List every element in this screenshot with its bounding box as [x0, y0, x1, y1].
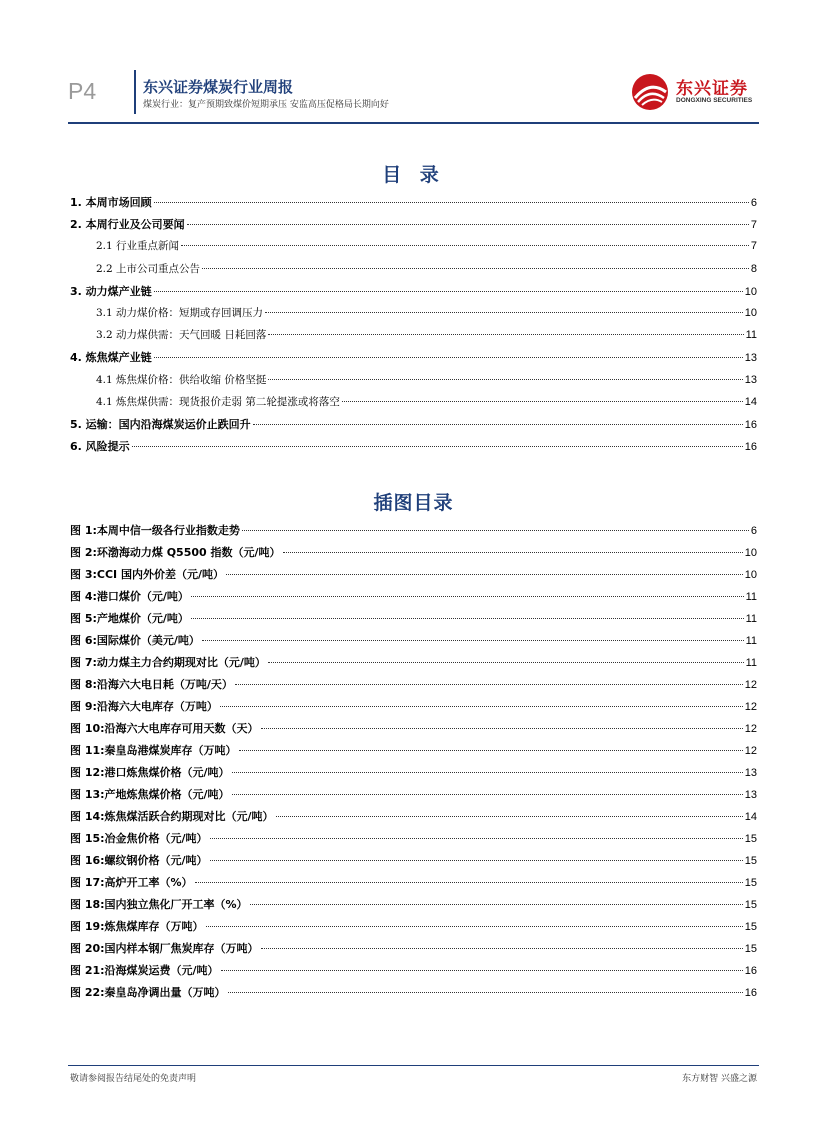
figure-entry-page: 14 — [744, 811, 757, 823]
figure-entry-page: 13 — [744, 789, 757, 801]
dot-leader — [268, 334, 743, 335]
toc-entry-label: 2. 本周行业及公司要闻 — [70, 218, 185, 232]
figure-entry-label: 图 11:秦皇岛港煤炭库存（万吨） — [70, 744, 237, 757]
toc-entry-label: 2.1 行业重点新闻 — [96, 240, 180, 253]
figure-entry-page: 15 — [744, 943, 757, 955]
dot-leader — [202, 640, 744, 641]
company-logo — [630, 72, 760, 112]
logo-emblem-icon — [630, 72, 672, 112]
dot-leader — [232, 794, 743, 795]
figure-entry[interactable] — [70, 676, 757, 698]
footer-disclaimer: 敬请参阅报告结尾处的免责声明 — [70, 1074, 197, 1084]
toc-entry-page: 7 — [750, 219, 757, 232]
dot-leader — [187, 224, 749, 225]
figure-entry[interactable] — [70, 632, 757, 654]
figure-entry[interactable] — [70, 654, 757, 676]
toc-entry[interactable] — [70, 416, 757, 438]
toc-entry[interactable] — [70, 438, 757, 460]
figure-entry-page: 11 — [745, 657, 757, 669]
figure-entry-page: 11 — [745, 613, 757, 625]
toc-entry-label: 6. 风险提示 — [70, 440, 130, 454]
figure-entry-label: 图 9:沿海六大电库存（万吨） — [70, 700, 218, 713]
dot-leader — [191, 596, 744, 597]
figure-entry[interactable] — [70, 786, 757, 808]
figure-entry-label: 图 16:螺纹钢价格（元/吨） — [70, 854, 208, 867]
dot-leader — [268, 662, 744, 663]
figure-entry-label: 图 2:环渤海动力煤 Q5500 指数（元/吨） — [70, 546, 281, 559]
figure-entry-label: 图 10:沿海六大电库存可用天数（天） — [70, 722, 259, 735]
logo-text-en: DONGXING SECURITIES — [676, 97, 753, 104]
figure-entry-label: 图 1:本周中信一级各行业指数走势 — [70, 524, 240, 537]
dot-leader — [132, 446, 743, 447]
figure-entry-label: 图 15:冶金焦价格（元/吨） — [70, 832, 208, 845]
toc-entry-page: 16 — [744, 418, 757, 431]
figure-entry-page: 15 — [744, 855, 757, 867]
figure-entry-page: 6 — [750, 525, 757, 537]
figure-entry-page: 13 — [744, 767, 757, 779]
footer-rule — [68, 1065, 759, 1066]
toc-entry[interactable] — [70, 261, 757, 283]
figure-entry-page: 15 — [744, 921, 757, 933]
toc-entry[interactable] — [70, 216, 757, 238]
figure-entry-page: 16 — [744, 965, 757, 977]
figure-entry-page: 12 — [744, 679, 757, 691]
figure-entry-label: 图 8:沿海六大电日耗（万吨/天） — [70, 678, 233, 691]
dot-leader — [202, 268, 749, 269]
toc-entry-page: 7 — [750, 240, 757, 253]
toc-entry-label: 4.1 炼焦煤供需：现货报价走弱 第二轮提涨或将落空 — [96, 395, 340, 408]
page-number: P4 — [68, 78, 97, 104]
dot-leader — [235, 684, 743, 685]
dot-leader — [181, 245, 749, 246]
figure-entry-label: 图 7:动力煤主力合约期现对比（元/吨） — [70, 656, 266, 669]
dot-leader — [154, 291, 743, 292]
report-subtitle: 煤炭行业：复产预期致煤价短期承压 安监高压促格局长期向好 — [143, 100, 389, 110]
toc-entry-page: 13 — [744, 373, 757, 386]
figure-entry-label: 图 3:CCI 国内外价差（元/吨） — [70, 568, 224, 581]
figure-entry[interactable] — [70, 984, 757, 1006]
header-divider — [134, 70, 136, 114]
dot-leader — [268, 379, 742, 380]
dot-leader — [228, 992, 743, 993]
dot-leader — [154, 202, 749, 203]
toc-list — [70, 194, 757, 460]
dot-leader — [276, 816, 743, 817]
figure-entry-label: 图 21:沿海煤炭运费（元/吨） — [70, 964, 219, 977]
figure-entry-label: 图 18:国内独立焦化厂开工率（%） — [70, 898, 248, 911]
dot-leader — [210, 838, 743, 839]
toc-entry-page: 16 — [744, 441, 757, 454]
figure-entry[interactable] — [70, 808, 757, 830]
dot-leader — [342, 401, 743, 402]
figure-entry-label: 图 4:港口煤价（元/吨） — [70, 590, 189, 603]
toc-entry-page: 10 — [744, 285, 757, 298]
figure-entry[interactable] — [70, 544, 757, 566]
toc-entry[interactable] — [70, 194, 757, 216]
toc-entry[interactable] — [70, 349, 757, 371]
figure-entry-page: 15 — [744, 877, 757, 889]
dot-leader — [283, 552, 743, 553]
dot-leader — [265, 312, 743, 313]
dot-leader — [250, 904, 743, 905]
toc-entry[interactable] — [70, 394, 757, 416]
figure-entry-label: 图 17:高炉开工率（%） — [70, 876, 193, 889]
figure-entry-page: 11 — [745, 591, 757, 603]
toc-title: 目 录 — [382, 164, 445, 186]
figure-entry-page: 12 — [744, 745, 757, 757]
toc-entry-page: 11 — [745, 329, 757, 342]
dot-leader — [195, 882, 743, 883]
report-title: 东兴证券煤炭行业周报 — [143, 78, 294, 96]
dot-leader — [239, 750, 743, 751]
toc-entry-label: 3.2 动力煤供需：天气回暖 日耗回落 — [96, 329, 267, 342]
figure-entry-label: 图 5:产地煤价（元/吨） — [70, 612, 189, 625]
figures-list — [70, 522, 757, 1006]
toc-entry-page: 10 — [744, 306, 757, 319]
toc-entry-label: 5. 运输：国内沿海煤炭运价止跌回升 — [70, 417, 251, 431]
figures-title: 插图目录 — [373, 492, 454, 514]
dot-leader — [261, 948, 743, 949]
dot-leader — [154, 357, 743, 358]
toc-entry[interactable] — [70, 283, 757, 305]
figure-entry-page: 10 — [744, 547, 757, 559]
toc-entry-label: 3. 动力煤产业链 — [70, 284, 152, 298]
dot-leader — [226, 574, 743, 575]
toc-entry-page: 6 — [750, 197, 757, 209]
figure-entry[interactable] — [70, 742, 757, 764]
figure-entry-label: 图 6:国际煤价（美元/吨） — [70, 634, 200, 647]
figure-entry[interactable] — [70, 522, 757, 544]
figure-entry[interactable] — [70, 566, 757, 588]
figure-entry-page: 15 — [744, 899, 757, 911]
toc-entry[interactable] — [70, 372, 757, 394]
logo-text-cn: 东兴证券 — [676, 79, 748, 99]
dot-leader — [220, 706, 743, 707]
header-rule — [68, 122, 759, 124]
figure-entry[interactable] — [70, 698, 757, 720]
figure-entry[interactable] — [70, 588, 757, 610]
figure-entry-page: 11 — [745, 635, 757, 647]
toc-entry-label: 3.1 动力煤价格：短期或存回调压力 — [96, 306, 264, 319]
figure-entry-page: 12 — [744, 723, 757, 735]
figure-entry[interactable] — [70, 874, 757, 896]
toc-entry-page: 13 — [744, 352, 757, 365]
figure-entry-label: 图 14:炼焦煤活跃合约期现对比（元/吨） — [70, 810, 274, 823]
figure-entry-label: 图 13:产地炼焦煤价格（元/吨） — [70, 788, 230, 801]
figure-entry[interactable] — [70, 610, 757, 632]
figure-entry[interactable] — [70, 830, 757, 852]
figure-entry-label: 图 20:国内样本钢厂焦炭库存（万吨） — [70, 942, 259, 955]
dot-leader — [232, 772, 743, 773]
dot-leader — [191, 618, 744, 619]
dot-leader — [210, 860, 743, 861]
dot-leader — [261, 728, 743, 729]
toc-entry-label: 4.1 炼焦煤价格：供给收缩 价格坚挺 — [96, 373, 267, 386]
toc-entry-label: 4. 炼焦煤产业链 — [70, 351, 152, 365]
toc-entry-label: 1. 本周市场回顾 — [70, 196, 152, 209]
toc-entry-page: 8 — [750, 262, 757, 275]
toc-entry-label: 2.2 上市公司重点公告 — [96, 262, 201, 275]
figure-entry-page: 12 — [744, 701, 757, 713]
toc-entry-page: 14 — [744, 395, 757, 408]
figure-entry-page: 10 — [744, 569, 757, 581]
figure-entry[interactable] — [70, 918, 757, 940]
figure-entry[interactable] — [70, 764, 757, 786]
figure-entry[interactable] — [70, 940, 757, 962]
figure-entry[interactable] — [70, 852, 757, 874]
footer-slogan: 东方财智 兴盛之源 — [682, 1074, 757, 1084]
dot-leader — [242, 530, 749, 531]
figure-entry[interactable] — [70, 720, 757, 742]
figure-entry-label: 图 22:秦皇岛净调出量（万吨） — [70, 986, 226, 999]
figure-entry-label: 图 12:港口炼焦煤价格（元/吨） — [70, 766, 230, 779]
dot-leader — [221, 970, 743, 971]
figure-entry-label: 图 19:炼焦煤库存（万吨） — [70, 920, 204, 933]
figure-entry-page: 15 — [744, 833, 757, 845]
toc-entry[interactable] — [70, 327, 757, 349]
toc-entry[interactable] — [70, 305, 757, 327]
dot-leader — [253, 424, 743, 425]
figure-entry[interactable] — [70, 896, 757, 918]
figure-entry[interactable] — [70, 962, 757, 984]
toc-entry[interactable] — [70, 238, 757, 260]
figure-entry-page: 16 — [744, 987, 757, 999]
dot-leader — [206, 926, 743, 927]
